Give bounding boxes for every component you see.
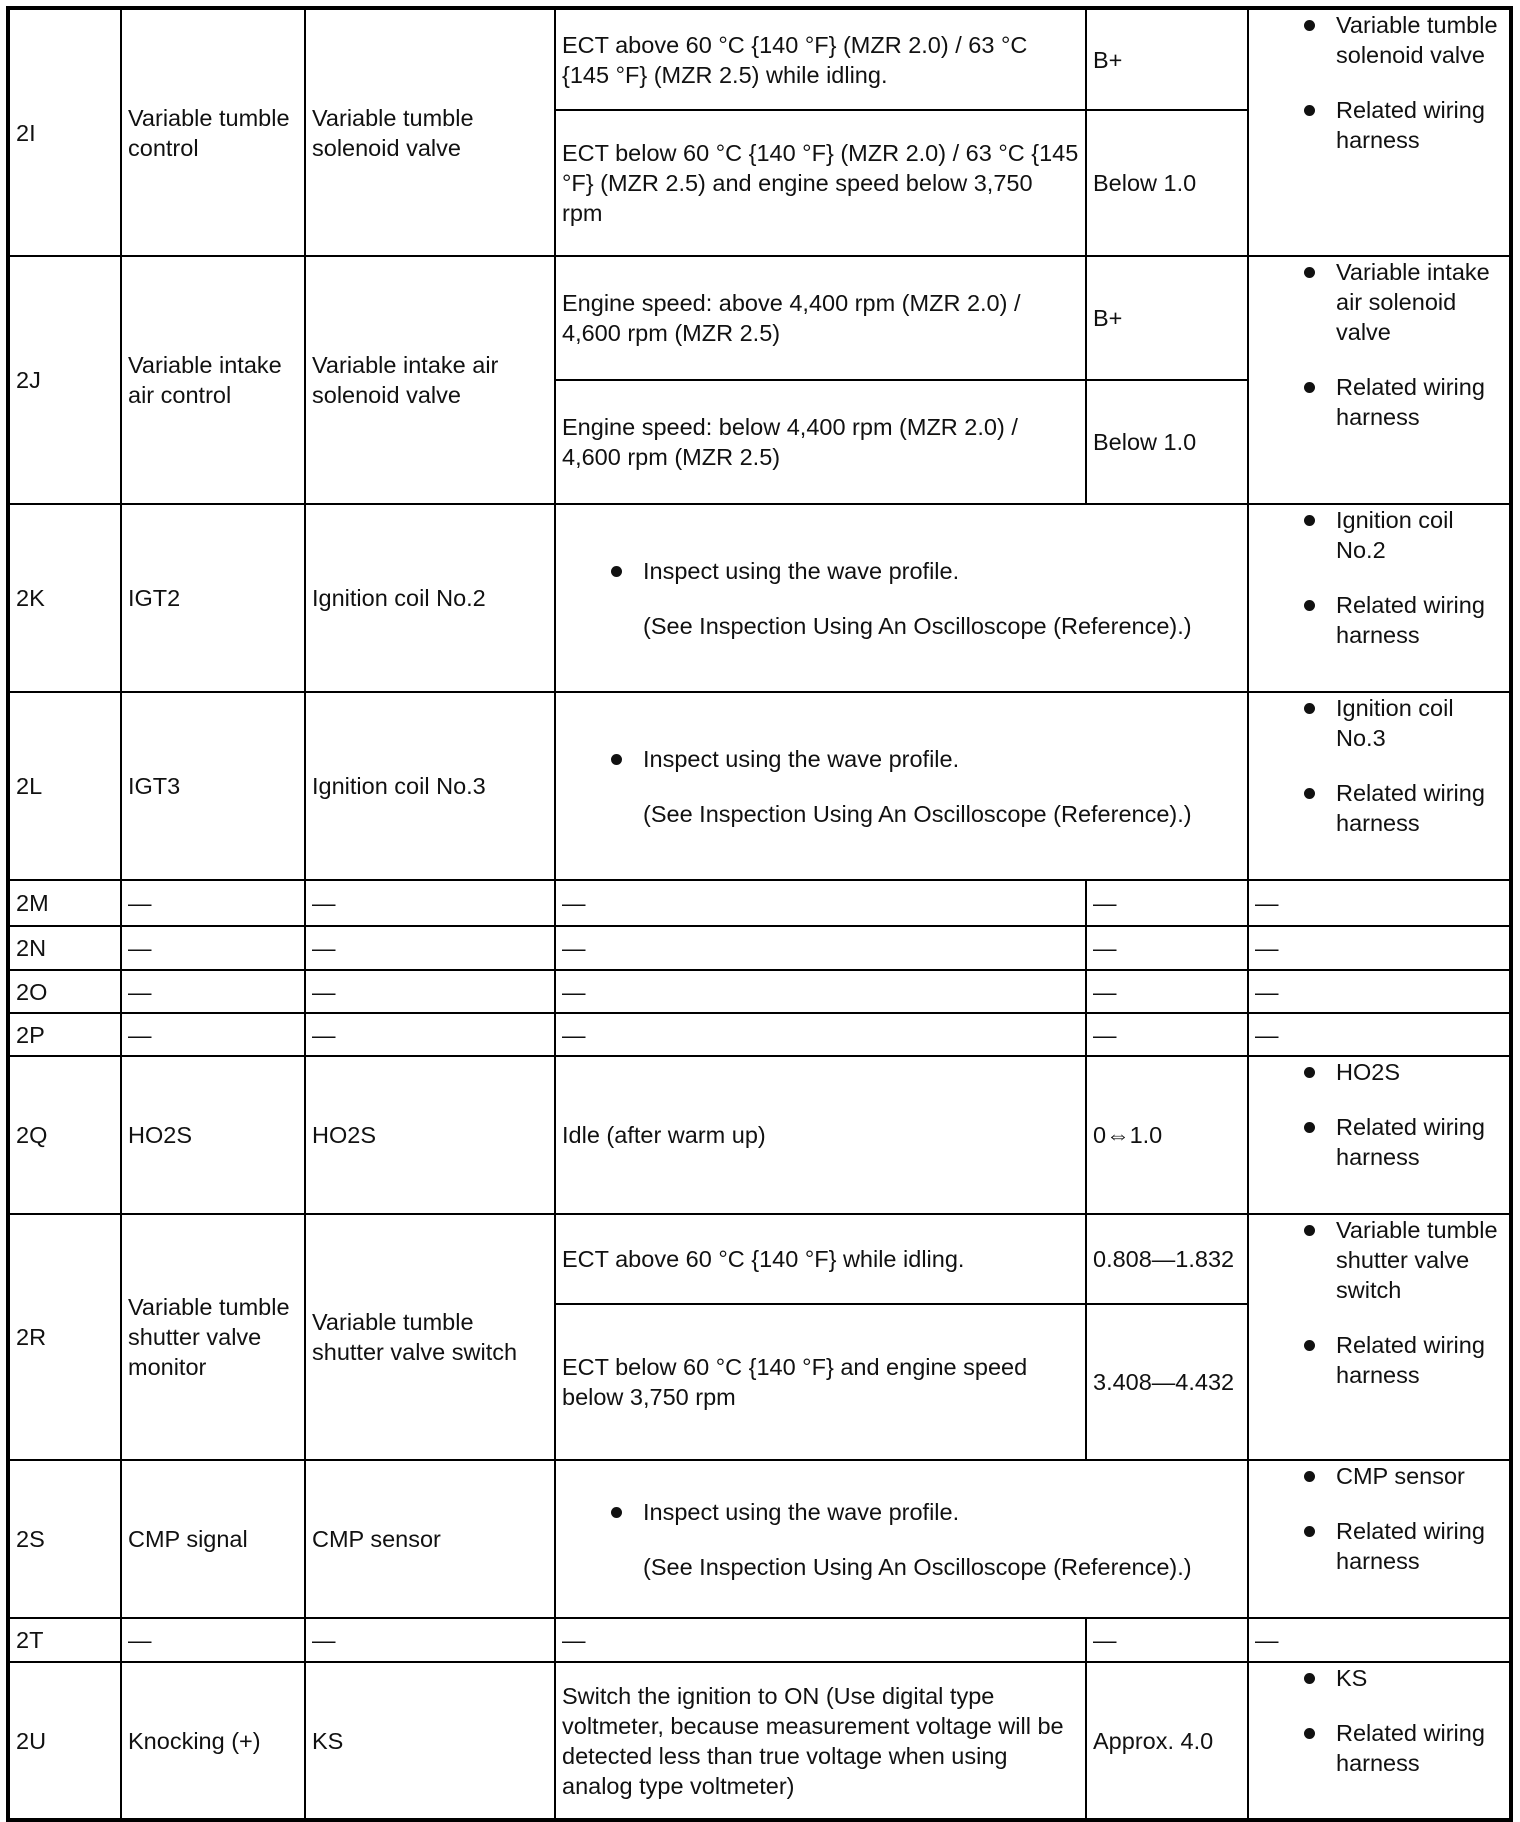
inspection-cell: —: [1248, 880, 1511, 926]
terminal-cell: 2O: [8, 970, 121, 1013]
condition-cell: Engine speed: above 4,400 rpm (MZR 2.0) / 4,600 rpm (MZR 2.5): [555, 256, 1086, 380]
condition-cell: —: [555, 1013, 1086, 1056]
oscilloscope-reference-link[interactable]: (See Inspection Using An Oscilloscope (Reference).): [643, 800, 1192, 827]
wave-profile-cell: [555, 692, 1248, 880]
inspection-item: Related wiring harness: [1255, 778, 1503, 838]
wave-profile-note: Inspect using the wave profile.: [643, 744, 1241, 774]
voltage-cell: 0.808—1.832: [1086, 1214, 1248, 1304]
table-row: [8, 880, 1511, 926]
inspection-item: Related wiring harness: [1255, 1516, 1503, 1576]
condition-cell: —: [555, 1618, 1086, 1662]
connected-to-cell: —: [305, 1013, 555, 1056]
signal-cell: IGT3: [121, 692, 305, 880]
wave-profile-note: Inspect using the wave profile.: [643, 556, 1241, 586]
terminal-cell: 2P: [8, 1013, 121, 1056]
inspection-cell: [1248, 1214, 1511, 1460]
signal-cell: IGT2: [121, 504, 305, 692]
terminal-cell: 2Q: [8, 1056, 121, 1214]
signal-cell: —: [121, 1013, 305, 1056]
table-row: [8, 256, 1511, 380]
condition-cell: Engine speed: below 4,400 rpm (MZR 2.0) / 4,600 rpm (MZR 2.5): [555, 380, 1086, 504]
signal-cell: —: [121, 1618, 305, 1662]
inspection-item: Related wiring harness: [1255, 95, 1503, 155]
table-row: [8, 926, 1511, 970]
terminal-cell: 2J: [8, 256, 121, 504]
inspection-item: Ignition coil No.3: [1255, 693, 1503, 753]
connected-to-cell: —: [305, 926, 555, 970]
voltage-cell: —: [1086, 1013, 1248, 1056]
voltage-cell: 3.408—4.432: [1086, 1304, 1248, 1460]
voltage-cell: Below 1.0: [1086, 110, 1248, 256]
connected-to-cell: —: [305, 970, 555, 1013]
connected-to-cell: —: [305, 880, 555, 926]
inspection-item: Ignition coil No.2: [1255, 505, 1503, 565]
terminal-cell: 2M: [8, 880, 121, 926]
wave-profile-cell: [555, 1460, 1248, 1618]
signal-cell: Variable tumble shutter valve monitor: [121, 1214, 305, 1460]
connected-to-cell: KS: [305, 1662, 555, 1820]
inspection-item: Related wiring harness: [1255, 590, 1503, 650]
condition-cell: ECT above 60 °C {140 °F} while idling.: [555, 1214, 1086, 1304]
inspection-item: Related wiring harness: [1255, 1718, 1503, 1778]
voltage-cell: Below 1.0: [1086, 380, 1248, 504]
connected-to-cell: CMP sensor: [305, 1460, 555, 1618]
condition-cell: Switch the ignition to ON (Use digital type voltmeter, because measurement voltage will be detected less than true voltage when using analog type voltmeter): [555, 1662, 1086, 1820]
pcm-terminal-table: [6, 6, 1513, 1822]
condition-cell: —: [555, 970, 1086, 1013]
inspection-cell: —: [1248, 1013, 1511, 1056]
table-row: [8, 970, 1511, 1013]
table-row: [8, 8, 1511, 110]
table-row: [8, 1662, 1511, 1820]
voltage-cell: —: [1086, 926, 1248, 970]
connected-to-cell: HO2S: [305, 1056, 555, 1214]
table-row: [8, 1214, 1511, 1304]
signal-cell: CMP signal: [121, 1460, 305, 1618]
connected-to-cell: Ignition coil No.3: [305, 692, 555, 880]
voltage-cell: B+: [1086, 8, 1248, 110]
terminal-cell: 2R: [8, 1214, 121, 1460]
signal-cell: HO2S: [121, 1056, 305, 1214]
signal-cell: —: [121, 880, 305, 926]
inspection-item: Variable tumble shutter valve switch: [1255, 1215, 1503, 1305]
connected-to-cell: —: [305, 1618, 555, 1662]
table-row: [8, 504, 1511, 692]
terminal-cell: 2I: [8, 8, 121, 256]
voltage-cell: —: [1086, 970, 1248, 1013]
terminal-cell: 2S: [8, 1460, 121, 1618]
voltage-cell: 0⇔1.0: [1086, 1056, 1248, 1214]
table-row: [8, 1618, 1511, 1662]
inspection-cell: [1248, 256, 1511, 504]
condition-cell: ECT below 60 °C {140 °F} (MZR 2.0) / 63 °C {145 °F} (MZR 2.5) and engine speed below 3,750 rpm: [555, 110, 1086, 256]
table-row: [8, 692, 1511, 880]
inspection-item: HO2S: [1255, 1057, 1503, 1087]
oscilloscope-reference-link[interactable]: (See Inspection Using An Oscilloscope (Reference).): [643, 1553, 1192, 1580]
terminal-cell: 2T: [8, 1618, 121, 1662]
oscilloscope-reference-link[interactable]: (See Inspection Using An Oscilloscope (Reference).): [643, 612, 1192, 639]
connected-to-cell: Variable tumble solenoid valve: [305, 8, 555, 256]
signal-cell: —: [121, 970, 305, 1013]
condition-cell: —: [555, 926, 1086, 970]
table-row: [8, 1056, 1511, 1214]
inspection-cell: [1248, 1662, 1511, 1820]
connected-to-cell: Variable intake air solenoid valve: [305, 256, 555, 504]
condition-cell: —: [555, 880, 1086, 926]
inspection-cell: [1248, 1460, 1511, 1618]
table-row: [8, 1013, 1511, 1056]
condition-cell: Idle (after warm up): [555, 1056, 1086, 1214]
inspection-cell: [1248, 1056, 1511, 1214]
inspection-cell: [1248, 8, 1511, 256]
inspection-item: Related wiring harness: [1255, 1330, 1503, 1390]
voltage-cell: —: [1086, 880, 1248, 926]
terminal-cell: 2N: [8, 926, 121, 970]
terminal-cell: 2U: [8, 1662, 121, 1820]
terminal-cell: 2K: [8, 504, 121, 692]
inspection-item: Related wiring harness: [1255, 1112, 1503, 1172]
wave-profile-cell: [555, 504, 1248, 692]
inspection-item: CMP sensor: [1255, 1461, 1503, 1491]
terminal-table-container: [6, 6, 1513, 1822]
inspection-cell: —: [1248, 970, 1511, 1013]
inspection-item: Variable intake air solenoid valve: [1255, 257, 1503, 347]
inspection-cell: [1248, 692, 1511, 880]
wave-profile-note: Inspect using the wave profile.: [643, 1497, 1241, 1527]
inspection-item: Variable tumble solenoid valve: [1255, 10, 1503, 70]
voltage-cell: Approx. 4.0: [1086, 1662, 1248, 1820]
inspection-cell: —: [1248, 926, 1511, 970]
table-row: [8, 1460, 1511, 1618]
signal-cell: —: [121, 926, 305, 970]
signal-cell: Knocking (+): [121, 1662, 305, 1820]
voltage-cell: —: [1086, 1618, 1248, 1662]
terminal-cell: 2L: [8, 692, 121, 880]
connected-to-cell: Ignition coil No.2: [305, 504, 555, 692]
signal-cell: Variable tumble control: [121, 8, 305, 256]
inspection-item: Related wiring harness: [1255, 372, 1503, 432]
condition-cell: ECT below 60 °C {140 °F} and engine speed below 3,750 rpm: [555, 1304, 1086, 1460]
condition-cell: ECT above 60 °C {140 °F} (MZR 2.0) / 63 °C {145 °F} (MZR 2.5) while idling.: [555, 8, 1086, 110]
inspection-cell: [1248, 504, 1511, 692]
signal-cell: Variable intake air control: [121, 256, 305, 504]
inspection-item: KS: [1255, 1663, 1503, 1693]
voltage-cell: B+: [1086, 256, 1248, 380]
inspection-cell: —: [1248, 1618, 1511, 1662]
connected-to-cell: Variable tumble shutter valve switch: [305, 1214, 555, 1460]
